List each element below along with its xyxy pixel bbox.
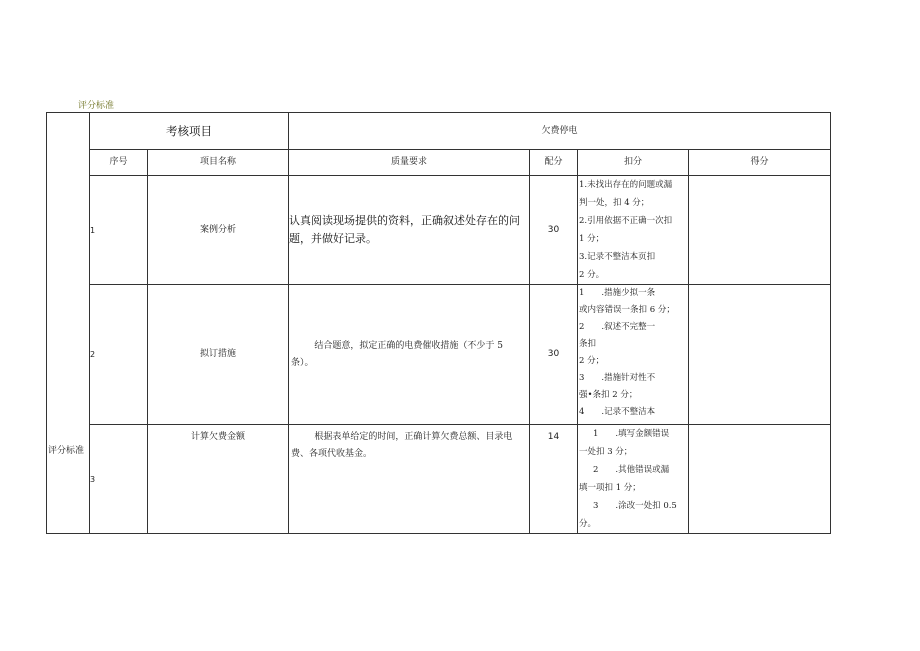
deduction-line: 2.引用依据不正确一次扣 xyxy=(579,216,673,226)
deduction-line: 一处扣 3 分； xyxy=(579,447,633,457)
item-value: 欠费停电 xyxy=(289,113,831,150)
deduction-line: 3.记录不整洁本页扣 xyxy=(579,252,656,262)
deduction-line: 2 分。 xyxy=(579,270,605,280)
row-deductions xyxy=(578,425,689,534)
row-deductions xyxy=(578,176,689,285)
quality-text: 结合题意，拟定正确的电费催收措施（不少于 5 条）。 xyxy=(291,340,503,368)
col-score: 配分 xyxy=(530,150,578,176)
row-deductions xyxy=(578,285,689,425)
deduction-line: 1.未找出存在的问题或漏 xyxy=(579,180,673,190)
caption-title: 评分标准 xyxy=(78,101,115,111)
quality-text: 根据表单给定的时间，正确计算欠费总额、目录电费、各项代收基金。 xyxy=(291,432,513,459)
deduction-line: 2 .叙述不完整一 xyxy=(579,322,656,332)
row-quality xyxy=(289,425,530,534)
deduction-line: 或内容错误一条扣 6 分； xyxy=(579,305,675,315)
row-name: 拟订措施 xyxy=(148,285,289,425)
deduction-line: 填一项扣 1 分； xyxy=(579,483,641,493)
table-row xyxy=(47,425,831,534)
deduction-line: 1 分； xyxy=(579,234,605,244)
scoring-table xyxy=(46,112,831,534)
side-label-text: 评分标准 xyxy=(48,446,85,456)
deduction-line: 1 .措施少拟一条 xyxy=(579,288,656,298)
item-label: 考核项目 xyxy=(90,113,289,150)
deduction-line: 2 .其他错误或漏 xyxy=(593,465,670,475)
deduction-line: 分。 xyxy=(579,519,597,529)
deduction-line: 3 .措施针对性不 xyxy=(579,373,656,383)
side-label xyxy=(47,113,90,534)
col-index: 序号 xyxy=(90,150,148,176)
table-row xyxy=(47,176,831,285)
deduction-line: 4 .记录不整洁本 xyxy=(579,407,656,417)
row-result xyxy=(689,176,831,285)
row-result xyxy=(689,285,831,425)
col-deduction: 扣分 xyxy=(578,150,689,176)
row-name: 案例分析 xyxy=(148,176,289,285)
deduction-line: 3 .涂改一处扣 0.5 xyxy=(593,501,677,511)
row-index: 1 xyxy=(90,176,148,285)
table-row xyxy=(47,285,831,425)
col-result: 得分 xyxy=(689,150,831,176)
deduction-line: 1 .填写金额错误 xyxy=(593,429,670,439)
row-quality xyxy=(289,285,530,425)
row-index: 2 xyxy=(90,285,148,425)
deduction-line: 强•条扣 2 分； xyxy=(579,390,638,400)
deduction-line: 判一处，扣 4 分； xyxy=(579,198,650,208)
deduction-line: 2 分； xyxy=(579,356,605,366)
deduction-line: 条扣 xyxy=(579,339,597,349)
row-score: 30 xyxy=(530,285,578,425)
row-index: 3 xyxy=(90,425,148,534)
row-score: 30 xyxy=(530,176,578,285)
col-quality: 质量要求 xyxy=(289,150,530,176)
row-name: 计算欠费金额 xyxy=(148,425,289,534)
row-score: 14 xyxy=(530,425,578,534)
column-header-row xyxy=(47,150,831,176)
col-name: 项目名称 xyxy=(148,150,289,176)
header-row xyxy=(47,113,831,150)
row-quality: 认真阅读现场提供的资料，正确叙述处存在的问题，并做好记录。 xyxy=(289,176,530,285)
row-result xyxy=(689,425,831,534)
